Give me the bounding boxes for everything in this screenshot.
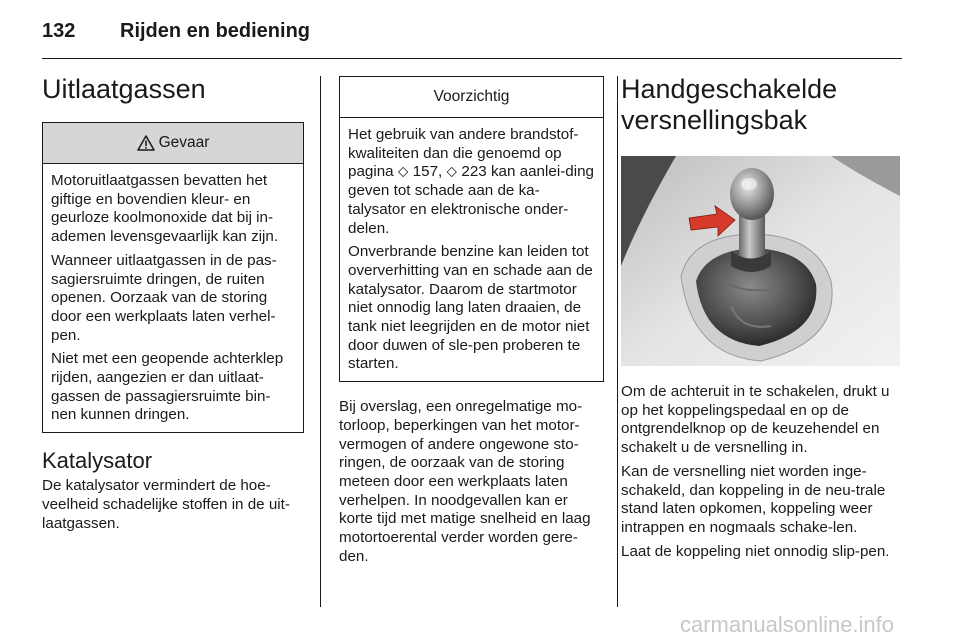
section-title-versnellingsbak: Handgeschakelde versnellingsbak	[621, 74, 838, 135]
versnelling-paragraph: Om de achteruit in te schakelen, drukt u op het koppelingspedaal en op de ontgrendelknop op de keuzehendel en schakelt u de versnelling in.	[621, 383, 890, 457]
column-middle	[339, 74, 604, 566]
page-number: 132	[42, 20, 76, 42]
caution-box-heading: Voorzichtig	[433, 88, 510, 105]
column-left	[42, 74, 304, 533]
danger-paragraph: Niet met een geopende achterklep rijden, aangezien er dan uitlaat-gassen de passagiersruimte bin-nen kunnen dringen.	[51, 350, 284, 424]
page-reference[interactable]: 157,	[412, 163, 443, 181]
caution-box	[339, 76, 604, 382]
danger-paragraph: Wanneer uitlaatgassen in de pas-sagiersruimte dringen, de ruiten openen. Oorzaak van de storing door een werkplaats laten verhel-pen.	[51, 251, 277, 344]
caution-text: 223 kan aanlei-ding geven tot schade aan de ka-talysator en elektronische onder-delen.	[348, 163, 594, 237]
column-divider	[320, 76, 321, 607]
versnelling-paragraph: Laat de koppeling niet onnodig slip-pen.	[621, 542, 890, 560]
katalysator-body: De katalysator vermindert de hoe-veelheid schadelijke stoffen in de uit-laatgassen.	[42, 477, 290, 532]
danger-box	[42, 122, 304, 433]
page-header	[42, 14, 902, 54]
danger-box-heading: Gevaar	[158, 134, 210, 151]
danger-box-header	[43, 123, 303, 164]
versnelling-paragraph: Kan de versnelling niet worden inge-schakeld, dan koppeling in de neu-trale stand laten opkomen, koppeling weer intrappen en nogmaals schake-len.	[621, 462, 886, 536]
page-ref-arrow-icon: ⬦	[446, 163, 458, 181]
caution-box-body	[340, 118, 603, 381]
caution-paragraph	[348, 126, 595, 238]
page-ref-arrow-icon: ⬦	[397, 163, 409, 181]
danger-paragraph: Motoruitlaatgassen bevatten het giftige en bovendien kleur- en geurloze koolmonoxide dat bij in-ademen levensgevaarlijk kan zijn.	[51, 172, 279, 246]
overslag-body: Bij overslag, een onregelmatige mo-torloop, beperkingen van het motor-vermogen of andere ongewone sto-ringen, de oorzaak van de storing meteen door een werkplaats laten verhelpen. In noodgevallen kan er korte tijd met matige snelheid en laag motortoerental verder worden gere-den.	[339, 398, 591, 565]
chapter-title: Rijden en bediening	[120, 20, 311, 42]
column-right	[621, 74, 902, 561]
caution-text: Het gebruik van andere brandstof-kwaliteiten dan die genoemd op pagina	[348, 126, 579, 181]
caution-paragraph: Onverbrande benzine kan leiden tot oververhitting van en schade aan de katalysator. Daarom de startmotor niet onnodig lang laten draaien, de tank niet leegrijden en de motor niet door duwen of sle-pen proberen te starten.	[348, 243, 593, 373]
section-title-katalysator: Katalysator	[42, 448, 153, 474]
danger-box-body	[43, 164, 303, 432]
header-rule	[42, 58, 902, 59]
column-divider	[617, 76, 618, 607]
caution-box-header	[340, 77, 603, 118]
warning-triangle-icon	[137, 135, 155, 151]
gear-shift-photo	[621, 156, 900, 366]
section-title-uitlaatgassen: Uitlaatgassen	[42, 74, 206, 104]
watermark: carmanualsonline.info	[680, 612, 895, 637]
